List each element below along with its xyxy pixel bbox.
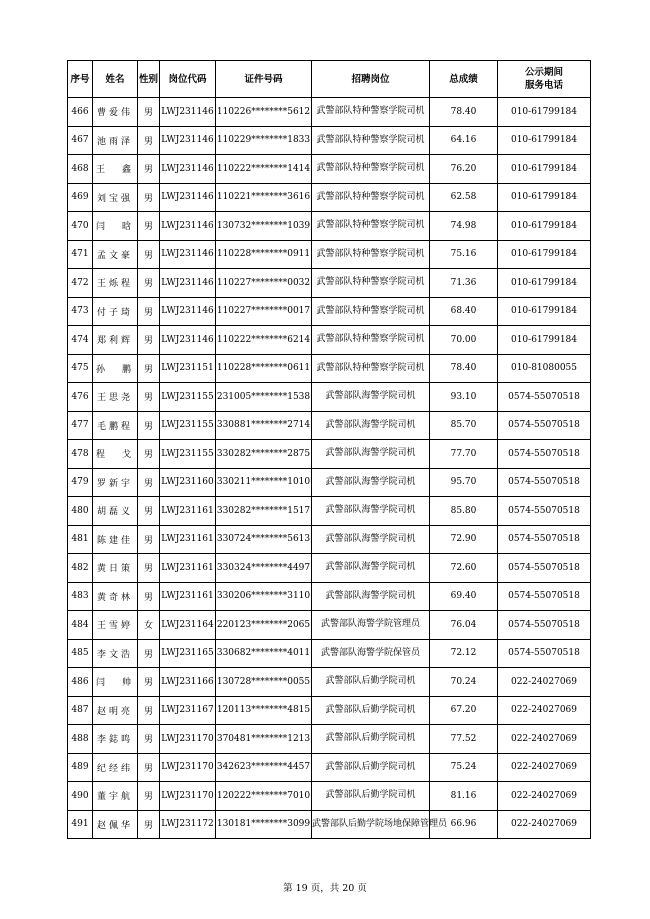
post-cell: 武警部队特种警察学院司机 [312,297,430,326]
gender-cell: 男 [138,155,160,184]
header-phone [498,61,591,98]
phone-cell: 010-61799184 [498,326,591,355]
gender-cell: 男 [138,696,160,725]
score-cell: 72.12 [430,639,498,668]
post-cell: 武警部队海警学院司机 [312,497,430,526]
id-number-cell: 330724********5613 [216,525,312,554]
id-number-cell: 330211********1010 [216,468,312,497]
seq-cell: 482 [68,554,93,583]
seq-cell: 468 [68,155,93,184]
score-cell: 72.90 [430,525,498,554]
post-code-cell: LWJ231151 [160,354,216,383]
header-post: 招聘岗位 [312,61,430,98]
header-seq: 序号 [68,61,93,98]
phone-cell: 0574-55070518 [498,411,591,440]
table-row [68,782,591,811]
phone-cell: 010-61799184 [498,126,591,155]
seq-cell: 471 [68,240,93,269]
phone-cell: 0574-55070518 [498,525,591,554]
score-cell: 77.70 [430,440,498,469]
id-number-cell: 370481********1213 [216,725,312,754]
name-cell: 孙鹏 [93,354,138,383]
gender-cell: 男 [138,440,160,469]
table-row [68,497,591,526]
header-phone-line1: 公示期间 [524,67,563,78]
score-cell: 85.70 [430,411,498,440]
name-cell: 闫晗 [93,212,138,241]
gender-cell: 男 [138,525,160,554]
gender-cell: 男 [138,810,160,839]
id-number-cell: 110227********0017 [216,297,312,326]
id-number-cell: 110228********0911 [216,240,312,269]
table-row [68,639,591,668]
post-code-cell: LWJ231161 [160,554,216,583]
gender-cell: 男 [138,297,160,326]
header-phone-line2: 服务电话 [524,80,563,91]
name-cell: 王思尧 [93,383,138,412]
id-number-cell: 342623********4457 [216,753,312,782]
header-id-number: 证件号码 [216,61,312,98]
name-cell: 赵佩华 [93,810,138,839]
phone-cell: 010-61799184 [498,240,591,269]
header-score: 总成绩 [430,61,498,98]
id-number-cell: 110226********5612 [216,98,312,127]
id-number-cell: 330282********2875 [216,440,312,469]
gender-cell: 男 [138,240,160,269]
post-code-cell: LWJ231160 [160,468,216,497]
seq-cell: 481 [68,525,93,554]
name-cell: 董宇航 [93,782,138,811]
phone-cell: 0574-55070518 [498,383,591,412]
name-cell: 毛鹏程 [93,411,138,440]
table-row [68,98,591,127]
table-row [68,240,591,269]
seq-cell: 490 [68,782,93,811]
post-cell: 武警部队后勤学院司机 [312,668,430,697]
gender-cell: 男 [138,639,160,668]
phone-cell: 0574-55070518 [498,611,591,640]
header-name: 姓名 [93,61,138,98]
seq-cell: 487 [68,696,93,725]
name-cell: 赵明亮 [93,696,138,725]
table-row [68,468,591,497]
post-cell: 武警部队特种警察学院司机 [312,269,430,298]
id-number-cell: 110227********0032 [216,269,312,298]
score-cell: 69.40 [430,582,498,611]
score-cell: 93.10 [430,383,498,412]
id-number-cell: 231005********1538 [216,383,312,412]
seq-cell: 467 [68,126,93,155]
gender-cell: 男 [138,725,160,754]
name-cell: 黄日策 [93,554,138,583]
score-cell: 71.36 [430,269,498,298]
id-number-cell: 120113********4815 [216,696,312,725]
score-cell: 77.52 [430,725,498,754]
post-code-cell: LWJ231165 [160,639,216,668]
phone-cell: 022-24027069 [498,725,591,754]
seq-cell: 479 [68,468,93,497]
post-cell: 武警部队后勤学院司机 [312,782,430,811]
phone-cell: 0574-55070518 [498,440,591,469]
post-cell: 武警部队后勤学院司机 [312,696,430,725]
name-cell: 曹爱伟 [93,98,138,127]
post-cell: 武警部队特种警察学院司机 [312,155,430,184]
table-row [68,354,591,383]
post-code-cell: LWJ231146 [160,326,216,355]
post-code-cell: LWJ231146 [160,240,216,269]
id-number-cell: 110228********0611 [216,354,312,383]
id-number-cell: 110222********1414 [216,155,312,184]
score-cell: 81.16 [430,782,498,811]
name-cell: 王烁程 [93,269,138,298]
table-row [68,582,591,611]
gender-cell: 男 [138,383,160,412]
post-cell: 武警部队特种警察学院司机 [312,354,430,383]
table-row [68,696,591,725]
score-cell: 75.16 [430,240,498,269]
gender-cell: 女 [138,611,160,640]
phone-cell: 010-61799184 [498,183,591,212]
header-gender: 性别 [138,61,160,98]
table-row [68,810,591,839]
phone-cell: 022-24027069 [498,668,591,697]
seq-cell: 469 [68,183,93,212]
phone-cell: 0574-55070518 [498,468,591,497]
phone-cell: 022-24027069 [498,810,591,839]
post-code-cell: LWJ231146 [160,98,216,127]
gender-cell: 男 [138,497,160,526]
name-cell: 胡磊义 [93,497,138,526]
table-row [68,326,591,355]
score-cell: 70.24 [430,668,498,697]
results-table [67,60,591,839]
score-cell: 70.00 [430,326,498,355]
gender-cell: 男 [138,554,160,583]
post-code-cell: LWJ231161 [160,525,216,554]
score-cell: 75.24 [430,753,498,782]
seq-cell: 470 [68,212,93,241]
score-cell: 74.98 [430,212,498,241]
post-code-cell: LWJ231146 [160,183,216,212]
score-cell: 72.60 [430,554,498,583]
gender-cell: 男 [138,753,160,782]
score-cell: 67.20 [430,696,498,725]
seq-cell: 474 [68,326,93,355]
seq-cell: 489 [68,753,93,782]
id-number-cell: 330682********4011 [216,639,312,668]
post-cell: 武警部队海警学院司机 [312,440,430,469]
gender-cell: 男 [138,212,160,241]
phone-cell: 010-61799184 [498,269,591,298]
score-cell: 62.58 [430,183,498,212]
score-cell: 66.96 [430,810,498,839]
table-row [68,183,591,212]
post-code-cell: LWJ231161 [160,582,216,611]
post-code-cell: LWJ231146 [160,212,216,241]
phone-cell: 010-61799184 [498,155,591,184]
post-code-cell: LWJ231146 [160,269,216,298]
seq-cell: 477 [68,411,93,440]
id-number-cell: 110229********1833 [216,126,312,155]
post-cell: 武警部队海警学院司机 [312,525,430,554]
phone-cell: 0574-55070518 [498,582,591,611]
score-cell: 78.40 [430,98,498,127]
post-code-cell: LWJ231166 [160,668,216,697]
post-code-cell: LWJ231170 [160,753,216,782]
seq-cell: 485 [68,639,93,668]
seq-cell: 473 [68,297,93,326]
phone-cell: 022-24027069 [498,696,591,725]
name-cell: 王雪婷 [93,611,138,640]
seq-cell: 486 [68,668,93,697]
post-cell: 武警部队后勤学院场地保障管理员 [312,810,430,839]
score-cell: 95.70 [430,468,498,497]
post-code-cell: LWJ231155 [160,440,216,469]
id-number-cell: 330282********1517 [216,497,312,526]
phone-cell: 010-61799184 [498,297,591,326]
post-code-cell: LWJ231146 [160,155,216,184]
seq-cell: 475 [68,354,93,383]
post-cell: 武警部队后勤学院司机 [312,753,430,782]
name-cell: 纪经纬 [93,753,138,782]
seq-cell: 488 [68,725,93,754]
id-number-cell: 330881********2714 [216,411,312,440]
id-number-cell: 110221********3616 [216,183,312,212]
seq-cell: 491 [68,810,93,839]
seq-cell: 472 [68,269,93,298]
post-code-cell: LWJ231155 [160,383,216,412]
id-number-cell: 330206********3110 [216,582,312,611]
score-cell: 64.16 [430,126,498,155]
seq-cell: 484 [68,611,93,640]
score-cell: 68.40 [430,297,498,326]
phone-cell: 022-24027069 [498,753,591,782]
table-row [68,155,591,184]
score-cell: 78.40 [430,354,498,383]
score-cell: 76.04 [430,611,498,640]
gender-cell: 男 [138,468,160,497]
post-cell: 武警部队特种警察学院司机 [312,326,430,355]
name-cell: 李鋕鸣 [93,725,138,754]
table-row [68,297,591,326]
name-cell: 孟文豪 [93,240,138,269]
name-cell: 黄奇林 [93,582,138,611]
gender-cell: 男 [138,411,160,440]
phone-cell: 022-24027069 [498,782,591,811]
name-cell: 王鑫 [93,155,138,184]
post-cell: 武警部队海警学院司机 [312,582,430,611]
header-post-code: 岗位代码 [160,61,216,98]
table-row [68,383,591,412]
post-cell: 武警部队海警学院司机 [312,411,430,440]
seq-cell: 476 [68,383,93,412]
id-number-cell: 130728********0055 [216,668,312,697]
page-footer: 第 19 页，共 20 页 [283,883,367,894]
name-cell: 闫帅 [93,668,138,697]
name-cell: 陈建佳 [93,525,138,554]
gender-cell: 男 [138,126,160,155]
seq-cell: 478 [68,440,93,469]
seq-cell: 480 [68,497,93,526]
phone-cell: 0574-55070518 [498,639,591,668]
post-code-cell: LWJ231146 [160,297,216,326]
id-number-cell: 110222********6214 [216,326,312,355]
name-cell: 付子琦 [93,297,138,326]
post-cell: 武警部队海警学院司机 [312,383,430,412]
phone-cell: 010-81080055 [498,354,591,383]
gender-cell: 男 [138,582,160,611]
table-row [68,212,591,241]
score-cell: 76.20 [430,155,498,184]
phone-cell: 010-61799184 [498,98,591,127]
table-body [68,98,591,839]
table-row [68,525,591,554]
table-header-row [68,61,591,98]
seq-cell: 483 [68,582,93,611]
phone-cell: 0574-55070518 [498,497,591,526]
post-code-cell: LWJ231172 [160,810,216,839]
phone-cell: 010-61799184 [498,212,591,241]
name-cell: 刘宝强 [93,183,138,212]
post-code-cell: LWJ231155 [160,411,216,440]
table-row [68,753,591,782]
id-number-cell: 130732********1039 [216,212,312,241]
id-number-cell: 120222********7010 [216,782,312,811]
post-cell: 武警部队海警学院管理员 [312,611,430,640]
score-cell: 85.80 [430,497,498,526]
name-cell: 池雨泽 [93,126,138,155]
name-cell: 郑利辉 [93,326,138,355]
table-row [68,725,591,754]
post-code-cell: LWJ231170 [160,782,216,811]
gender-cell: 男 [138,183,160,212]
post-cell: 武警部队特种警察学院司机 [312,126,430,155]
gender-cell: 男 [138,269,160,298]
id-number-cell: 220123********2065 [216,611,312,640]
name-cell: 罗新宇 [93,468,138,497]
name-cell: 李文浩 [93,639,138,668]
id-number-cell: 130181********3099 [216,810,312,839]
gender-cell: 男 [138,354,160,383]
table-row [68,126,591,155]
post-cell: 武警部队特种警察学院司机 [312,98,430,127]
post-cell: 武警部队特种警察学院司机 [312,240,430,269]
table-row [68,411,591,440]
table-row [68,668,591,697]
post-code-cell: LWJ231164 [160,611,216,640]
post-code-cell: LWJ231170 [160,725,216,754]
post-code-cell: LWJ231161 [160,497,216,526]
post-cell: 武警部队特种警察学院司机 [312,183,430,212]
post-code-cell: LWJ231146 [160,126,216,155]
name-cell: 程戈 [93,440,138,469]
gender-cell: 男 [138,326,160,355]
table-row [68,269,591,298]
gender-cell: 男 [138,782,160,811]
gender-cell: 男 [138,668,160,697]
post-cell: 武警部队后勤学院司机 [312,725,430,754]
post-cell: 武警部队海警学院保管员 [312,639,430,668]
table-row [68,611,591,640]
post-code-cell: LWJ231167 [160,696,216,725]
post-cell: 武警部队海警学院司机 [312,554,430,583]
gender-cell: 男 [138,98,160,127]
id-number-cell: 330324********4497 [216,554,312,583]
post-cell: 武警部队海警学院司机 [312,468,430,497]
post-cell: 武警部队特种警察学院司机 [312,212,430,241]
phone-cell: 0574-55070518 [498,554,591,583]
table-row [68,440,591,469]
table-row [68,554,591,583]
seq-cell: 466 [68,98,93,127]
